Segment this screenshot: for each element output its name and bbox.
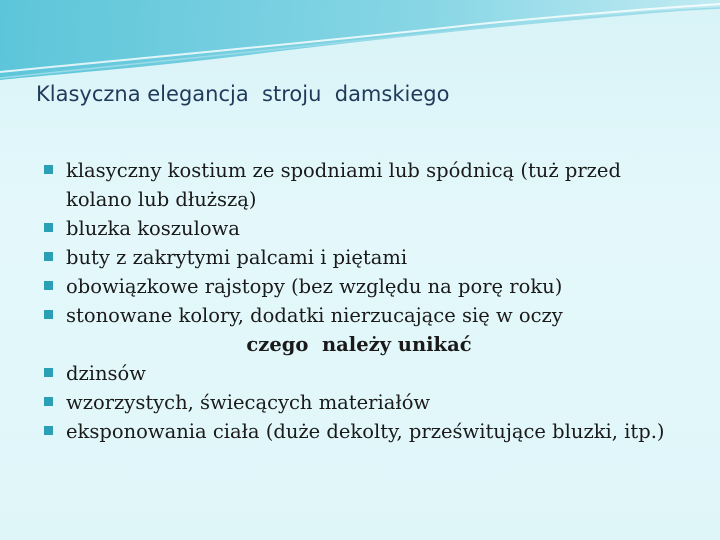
slide-content: [44, 156, 674, 446]
square-bullet-icon: [44, 165, 53, 174]
square-bullet-icon: [44, 252, 53, 261]
square-bullet-icon: [44, 397, 53, 406]
slide-title: Klasyczna elegancja stroju damskiego: [36, 82, 450, 106]
list-item: obowiązkowe rajstopy (bez względu na porę roku): [44, 272, 674, 301]
list-item: dzinsów: [44, 359, 674, 388]
header-wave-decoration: [0, 0, 720, 90]
list-item: stonowane kolory, dodatki nierzucające się w oczy: [44, 301, 674, 330]
subheading-avoid: czego należy unikać: [246, 333, 472, 356]
list-item: klasyczny kostium ze spodniami lub spódnicą (tuż przed kolano lub dłuższą): [44, 156, 674, 214]
list-recommended: [44, 156, 674, 330]
square-bullet-icon: [44, 281, 53, 290]
square-bullet-icon: [44, 426, 53, 435]
list-avoid: [44, 359, 674, 446]
list-item: bluzka koszulowa: [44, 214, 674, 243]
list-item: buty z zakrytymi palcami i piętami: [44, 243, 674, 272]
list-item: wzorzystych, świecących materiałów: [44, 388, 674, 417]
square-bullet-icon: [44, 223, 53, 232]
square-bullet-icon: [44, 310, 53, 319]
list-item: eksponowania ciała (duże dekolty, prześwitujące bluzki, itp.): [44, 417, 674, 446]
square-bullet-icon: [44, 368, 53, 377]
